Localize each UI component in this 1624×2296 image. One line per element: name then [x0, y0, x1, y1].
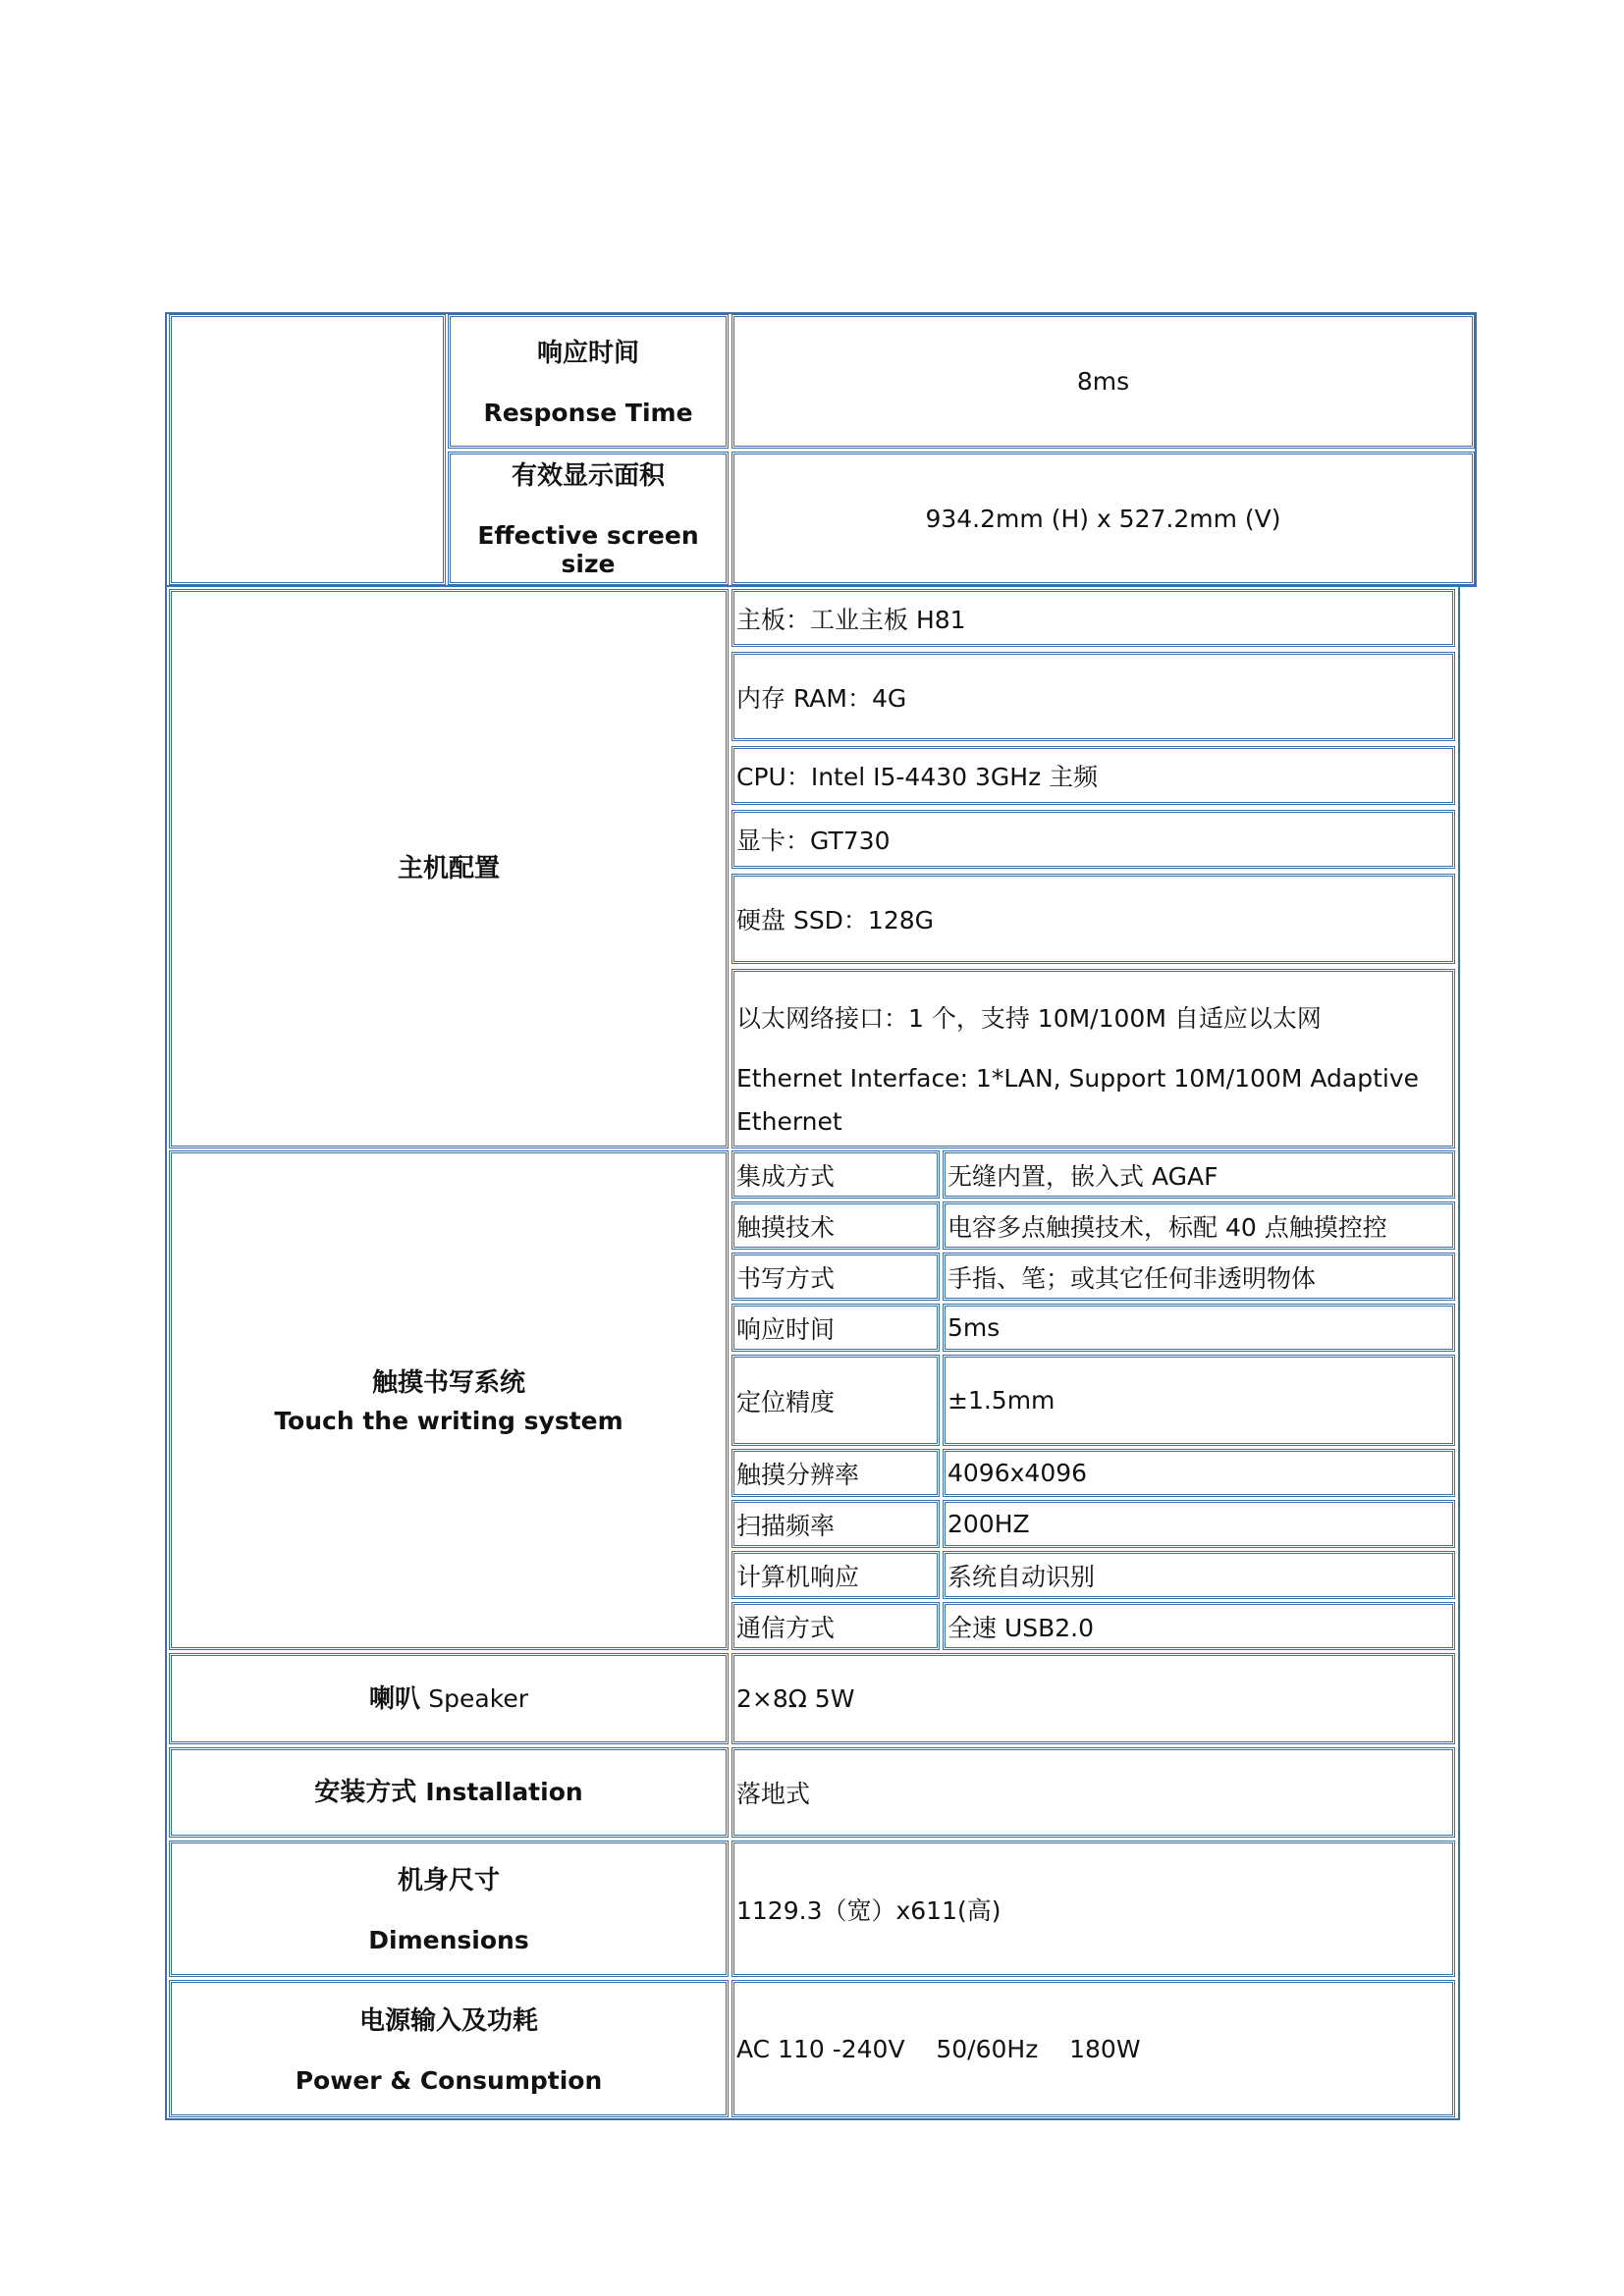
touch-system-label-en: Touch the writing system [274, 1407, 623, 1435]
response-time-label-cn: 响应时间 [536, 339, 639, 368]
touch-spec-value: 无缝内置，嵌入式 AGAF [947, 1161, 1218, 1191]
touch-spec-key-cell [731, 1201, 940, 1250]
touch-spec-value: 4096x4096 [947, 1459, 1088, 1487]
dimensions-value: 1129.3（宽）x611(高) [736, 1896, 1001, 1925]
host-item-ram [731, 652, 1455, 741]
touch-spec-value-cell [943, 1201, 1455, 1250]
power-label-en: Power & Consumption [295, 2065, 603, 2095]
touch-spec-key: 定位精度 [736, 1387, 836, 1416]
speaker-value-cell [731, 1653, 1455, 1744]
touch-spec-key-cell [731, 1500, 940, 1548]
touch-spec-key-cell [731, 1304, 940, 1352]
host-item-motherboard [731, 589, 1455, 647]
touch-spec-value: 手指、笔；或其它任何非透明物体 [947, 1263, 1317, 1293]
power-value: AC 110 -240V 50/60Hz 180W [736, 2034, 1141, 2063]
touch-spec-key: 响应时间 [736, 1314, 836, 1344]
touch-spec-key-cell [731, 1449, 940, 1497]
ethernet-en-line1: Ethernet Interface: 1*LAN, Support 10M/100M Adaptive [736, 1064, 1419, 1093]
touch-spec-value: ±1.5mm [947, 1386, 1056, 1415]
dimensions-label-cell [169, 1841, 729, 1977]
touch-spec-key: 计算机响应 [736, 1562, 860, 1591]
response-time-value: 8ms [1076, 367, 1130, 396]
speaker-label-cn: 喇叭 [369, 1683, 421, 1714]
host-item-ram-text: 内存 RAM：4G [736, 683, 907, 713]
touch-spec-key-cell [731, 1150, 940, 1199]
screen-size-value-cell [731, 452, 1475, 585]
dimensions-label-cn: 机身尺寸 [397, 1866, 500, 1896]
dimensions-label-en: Dimensions [368, 1926, 529, 1954]
touch-spec-key-cell [731, 1253, 940, 1301]
touch-spec-value-cell [943, 1150, 1455, 1199]
screen-size-label-cell [448, 452, 729, 585]
host-item-ethernet [731, 969, 1455, 1148]
host-item-ssd [731, 874, 1455, 964]
touch-spec-value-cell [943, 1304, 1455, 1352]
touch-spec-value: 5ms [947, 1313, 1001, 1342]
response-time-label-en: Response Time [483, 399, 693, 427]
touch-spec-key-cell [731, 1602, 940, 1650]
host-config-label: 主机配置 [397, 854, 500, 883]
installation-value: 落地式 [736, 1780, 811, 1808]
host-item-cpu [731, 746, 1455, 805]
host-item-ssd-text: 硬盘 SSD：128G [736, 906, 935, 934]
touch-spec-key-cell [731, 1355, 940, 1446]
power-label-cell [169, 1980, 729, 2117]
screen-size-label-cn: 有效显示面积 [511, 461, 665, 491]
ethernet-cn: 以太网络接口：1 个，支持 10M/100M 自适应以太网 [736, 1004, 1322, 1033]
installation-label-cell [169, 1747, 729, 1838]
touch-spec-value: 200HZ [947, 1510, 1030, 1538]
host-item-cpu-text: CPU：Intel I5-4430 3GHz 主频 [736, 763, 1099, 791]
ethernet-en-line2: Ethernet [736, 1107, 842, 1136]
touch-spec-key: 书写方式 [736, 1263, 836, 1293]
speaker-label-cell [169, 1653, 729, 1744]
response-time-label-cell [448, 314, 729, 449]
response-time-value-cell [731, 314, 1475, 449]
host-config-label-cell [169, 589, 729, 1148]
touch-spec-value: 全速 USB2.0 [947, 1613, 1095, 1642]
screen-size-label-en: Effective screen size [477, 521, 699, 578]
speaker-label-en: Speaker [428, 1683, 528, 1713]
installation-label-cn: 安装方式 [314, 1778, 417, 1807]
touch-system-label-cell [169, 1150, 729, 1650]
host-item-motherboard-text: 主板：工业主板 H81 [736, 605, 966, 634]
touch-spec-key: 触摸技术 [736, 1212, 836, 1242]
power-value-cell [731, 1980, 1455, 2117]
touch-system-label-cn: 触摸书写系统 [371, 1368, 525, 1398]
host-item-gpu-text: 显卡：GT730 [736, 827, 891, 855]
touch-spec-key: 触摸分辨率 [736, 1460, 860, 1489]
touch-spec-key: 集成方式 [736, 1161, 836, 1191]
touch-spec-value-cell [943, 1602, 1455, 1650]
installation-label-en: Installation [425, 1778, 583, 1806]
touch-spec-value-cell [943, 1253, 1455, 1301]
touch-spec-value: 电容多点触摸技术，标配 40 点触摸控控 [947, 1212, 1387, 1242]
touch-spec-value-cell [943, 1500, 1455, 1548]
touch-spec-value-cell [943, 1449, 1455, 1497]
touch-spec-value-cell [943, 1355, 1455, 1446]
touch-spec-key: 通信方式 [736, 1613, 836, 1642]
touch-spec-key-cell [731, 1551, 940, 1599]
speaker-value: 2×8Ω 5W [736, 1684, 855, 1713]
screen-size-value: 934.2mm (H) x 527.2mm (V) [925, 504, 1281, 533]
dimensions-value-cell [731, 1841, 1455, 1977]
touch-spec-key: 扫描频率 [736, 1511, 836, 1540]
blank-group-cell [169, 314, 446, 585]
touch-spec-value: 系统自动识别 [947, 1562, 1096, 1591]
host-item-gpu [731, 810, 1455, 869]
power-label-cn: 电源输入及功耗 [358, 2005, 538, 2036]
touch-spec-value-cell [943, 1551, 1455, 1599]
installation-value-cell [731, 1747, 1455, 1838]
